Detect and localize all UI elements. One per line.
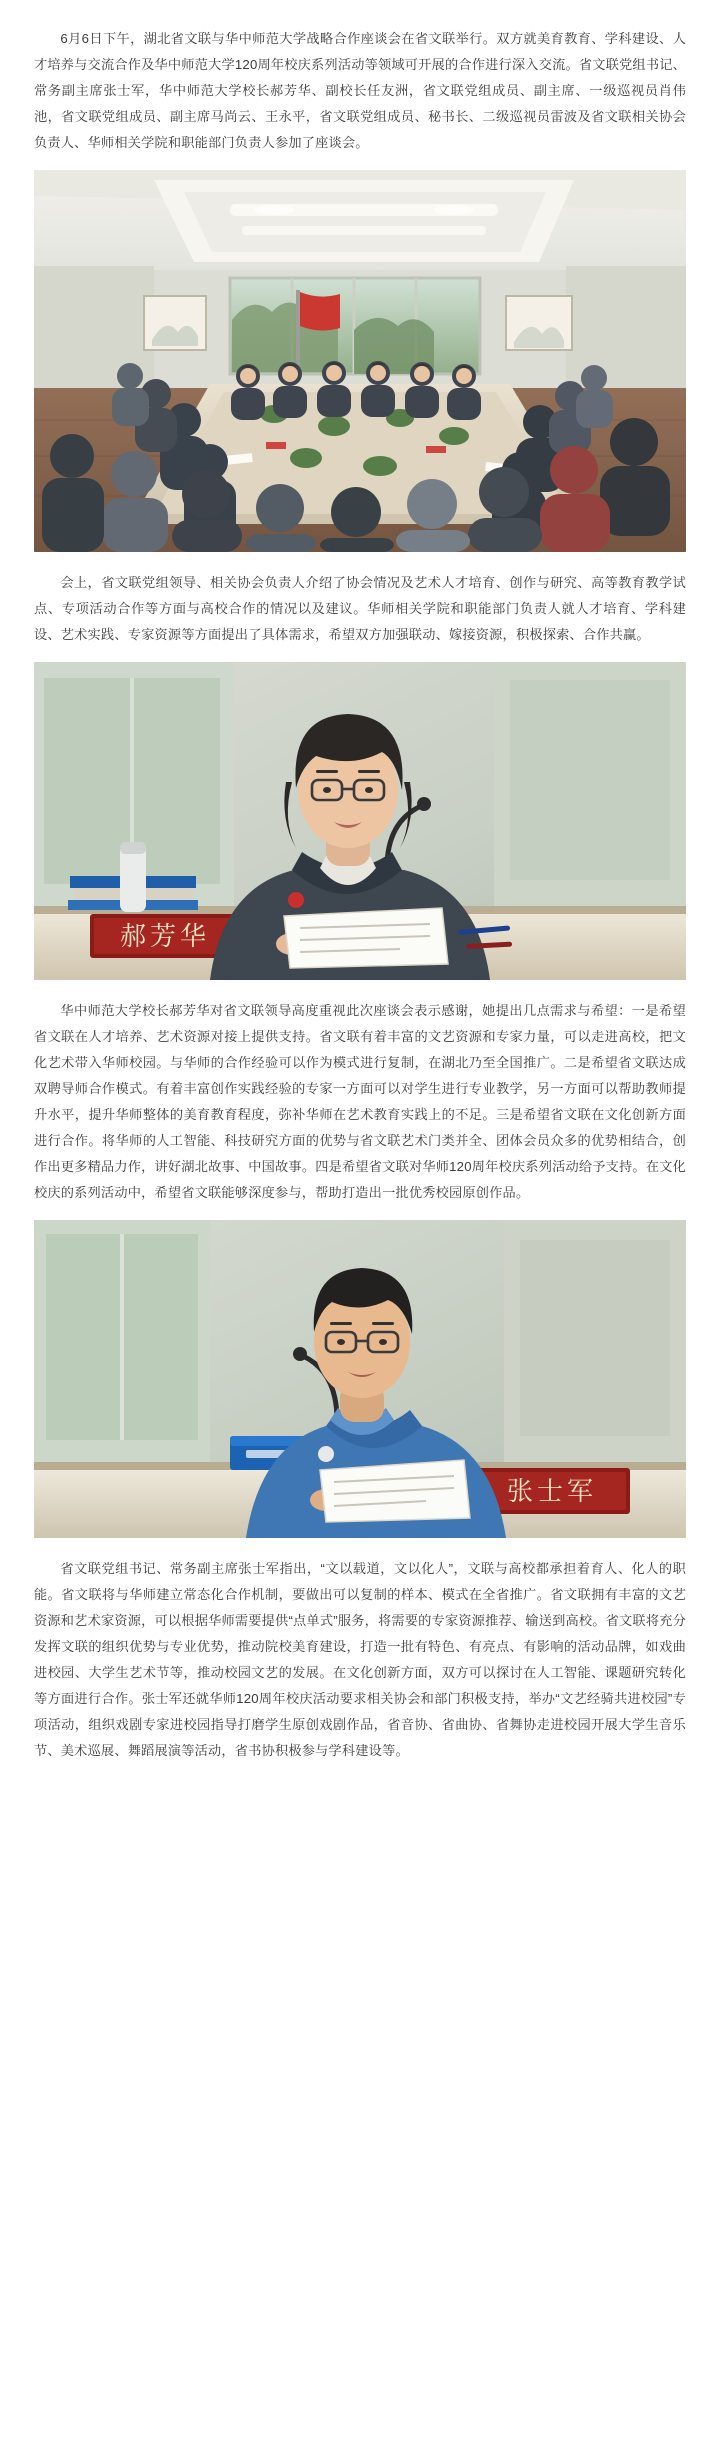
svg-text:郝芳华: 郝芳华 [119, 922, 211, 951]
svg-text:张士军: 张士军 [506, 1477, 598, 1506]
paragraph-4: 省文联党组书记、常务副主席张士军指出，“文以载道，文以化人”，文联与高校都承担着育人、化人的职能。省文联将与华师建立常态化合作机制，要做出可以复制的样本、模式在全省推广。省文联拥有丰富的文艺资源和艺术家资源，可以根据华师需要提供“点单式”服务，将需要的专家资源推荐、输送到高校。省文联将充分发挥文联的组织优势与专业优势，推动院校美育建设，打造一批有特色、有亮点、有影响的活动品牌，如戏曲进校园、大学生艺术节等，推动校园文艺的发展。在文化创新方面，双方可以探讨在人工智能、课题研究转化等方面进行合作。张士军还就华师120周年校庆活动要求相关协会和部门积极支持，举办“文艺经骑共进校园”专项活动，组织戏剧专家进校园指导打磨学生原创戏剧作品，省音协、省曲协、省舞协走进校园开展大学生音乐节、美术巡展、舞蹈展演等活动，省书协积极参与学科建设等。 [34, 1561, 686, 1758]
paragraph-3: 华中师范大学校长郝芳华对省文联领导高度重视此次座谈会表示感谢，她提出几点需求与希望：一是希望省文联在人才培养、艺术资源对接上提供支持。省文联有着丰富的文艺资源和专家力量，可以走进高校，把文化艺术带入华师校园。与华师的合作经验可以作为模式进行复制，在湖北乃至全国推广。二是希望省文联达成双聘导师合作模式。有着丰富创作实践经验的专家一方面可以对学生进行专业教学，另一方面可以帮助教师提升水平，提升华师整体的美育教育程度，弥补华师在艺术教育实践上的不足。三是希望省文联在文化创新方面进行合作。将华师的人工智能、科技研究方面的优势与省文联艺术门类并全、团体会员众多的优势相结合，创作出更多精品力作，讲好湖北故事、中国故事。四是希望省文联对华师120周年校庆系列活动给予支持。在文化校庆的系列活动中，希望省文联能够深度参与，帮助打造出一批优秀校园原创作品。 [34, 1003, 686, 1200]
paragraph-2: 会上，省文联党组领导、相关协会负责人介绍了协会情况及艺术人才培育、创作与研究、高等教育教学试点、专项活动合作等方面与高校合作的情况以及建议。华师相关学院和职能部门负责人就人才培育、学科建设、艺术实践、专家资源等方面提出了具体需求，希望双方加强联动、嫁接资源，积极探索、合作共赢。 [34, 575, 686, 642]
paragraph-1: 6月6日下午，湖北省文联与华中师范大学战略合作座谈会在省文联举行。双方就美育教育、学科建设、人才培养与交流合作及华中师范大学120周年校庆系列活动等领域可开展的合作进行深入交流。省文联党组书记、常务副主席张士军，华中师范大学校长郝芳华、副校长任友洲，省文联党组成员、副主席、一级巡视员肖伟池，省文联党组成员、副主席马尚云、王永平，省文联党组成员、秘书长、二级巡视员雷波及省文联相关协会负责人、华师相关学院和职能部门负责人参加了座谈会。 [34, 31, 686, 150]
meeting-room-wide-photo [34, 170, 686, 552]
figure-meeting-room [34, 170, 686, 552]
figure-speaker-woman [34, 662, 686, 980]
speaker-woman-photo [34, 662, 686, 980]
figure-speaker-man [34, 1220, 686, 1538]
speaker-man-photo [34, 1220, 686, 1538]
